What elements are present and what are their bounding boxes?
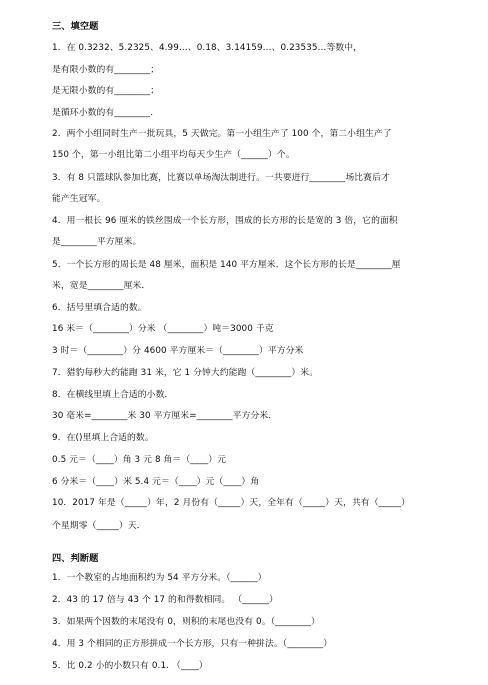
q4-line-1: 4．用一根长 96 厘米的铁丝围成一个长方形，围成的长方形的长是宽的 3 倍，它的面积 — [52, 216, 398, 226]
tf-q5: 5．比 0.2 小的小数只有 0.1. （____） — [52, 661, 208, 671]
q2-line-2: 150 个，第一小组比第二小组平均每天少生产（______）个。 — [52, 150, 295, 160]
tf-q4: 4．用 3 个相同的正方形拼成一个长方形，只有一种拼法。（________） — [52, 639, 333, 649]
q9-line-3: 6 分米＝（____）米 5.4 元＝（____）元（____）角 — [52, 477, 260, 487]
q10-line-1: 10．2017 年是（_____）年，2 月份有（_____）天，全年有（_____）天，共有（_____） — [52, 498, 411, 508]
q2-line-1: 2．两个小组同时生产一批玩具，5 天做完。第一小组生产了 100 个，第二小组生产了 — [52, 129, 392, 139]
q1-line-3: 是无限小数的有________； — [52, 86, 160, 96]
q9-line-2: 0.5 元＝（____）角 3 元 8 角＝（____）元 — [52, 455, 227, 465]
q5-line-2: 米，宽是________厘米． — [52, 281, 151, 291]
q5-line-1: 5．一个长方形的周长是 48 厘米，面积是 140 平方厘米．这个长方形的长是________厘 — [52, 260, 401, 270]
section-title-true-false: 四、判断题 — [52, 553, 99, 564]
section-title-fill-in: 三、填空题 — [52, 21, 99, 32]
q10-line-2: 个星期零（_____）天． — [52, 521, 146, 531]
q1-line-1: 1．在 0.3232、5.2325、4.99…、0.18、3.14159…、0.23535…等数中， — [52, 43, 363, 53]
q7-line-1: 7．猎豹每秒大约能跑 31 米，它 1 分钟大约能跑（________）米。 — [52, 368, 319, 378]
q3-line-2: 能产生冠军。 — [52, 194, 106, 204]
q4-line-2: 是________平方厘米。 — [52, 237, 142, 247]
q8-line-2: 30 毫米=________米 30 平方厘米=________平方分米． — [52, 411, 278, 421]
q8-line-1: 8．在横线里填上合适的小数． — [52, 390, 174, 400]
q1-line-2: 是有限小数的有________； — [52, 65, 160, 75]
tf-q1: 1．一个教室的占地面积约为 54 平方分米。（______） — [52, 573, 267, 583]
q3-line-1: 3．有 8 只篮球队参加比赛，比赛以单场淘汰制进行。一共要进行________场比赛后才 — [52, 173, 390, 183]
q6-line-2: 16 米＝（________）分米 （________）吨＝3000 千克 — [52, 324, 274, 334]
q6-line-1: 6．括号里填合适的数。 — [52, 303, 147, 313]
q1-line-4: 是循环小数的有________． — [52, 108, 160, 118]
tf-q3: 3．如果两个因数的末尾没有 0，则积的末尾也没有 0。（________） — [52, 617, 320, 627]
q6-line-3: 3 时＝（________）分 4600 平方厘米＝（________）平方分米 — [52, 346, 304, 356]
tf-q2: 2．43 的 17 倍与 43 个 17 的和得数相同。 （______） — [52, 595, 278, 605]
q9-line-1: 9．在()里填上合适的数。 — [52, 433, 154, 443]
